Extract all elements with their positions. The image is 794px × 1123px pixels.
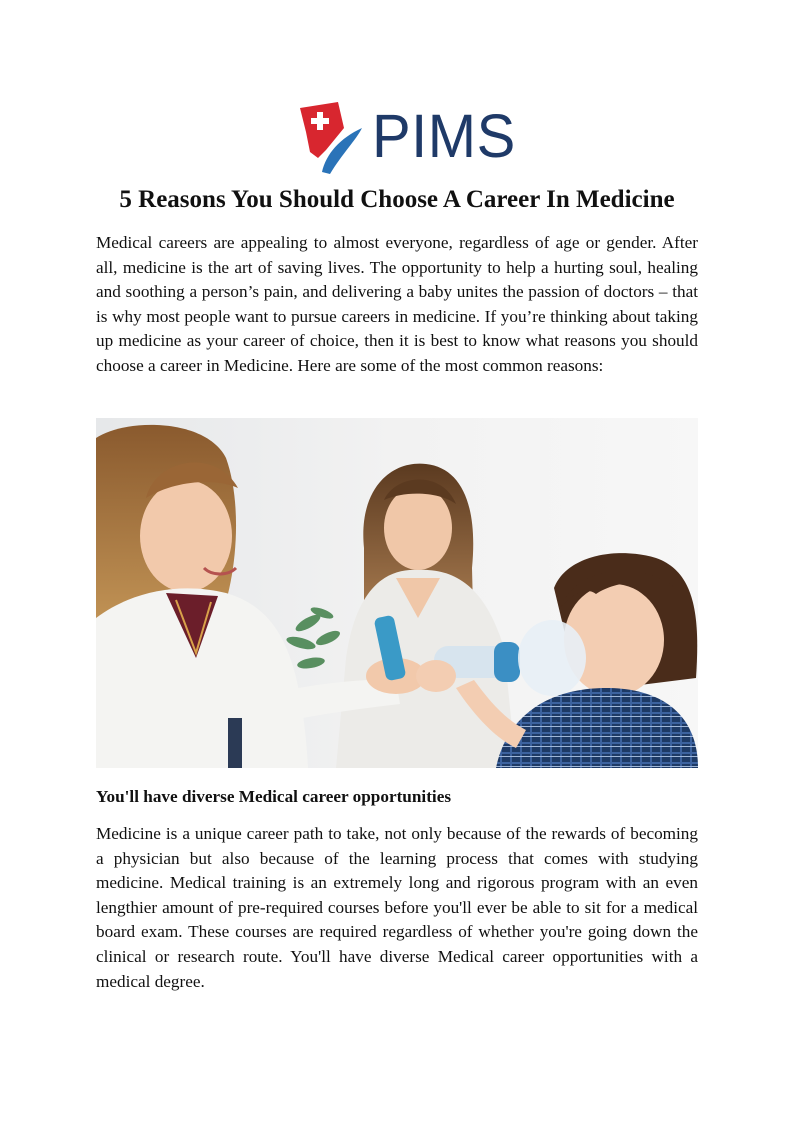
section-paragraph: Medicine is a unique career path to take, not only because of the rewards of becoming a physician but also because of the learning process that comes with studying medicine. Medical training is an extremely long and rigorous program with an even lengthier amount of pre-required courses before you'll ever be able to sit for a medical board exam. These courses are required regardless of whether you're going down the clinical or research route. You'll have diverse Medical career opportunities with a medical degree. bbox=[96, 824, 698, 991]
logo-wordmark: PIMS bbox=[372, 102, 516, 171]
intro-paragraph: Medical careers are appealing to almost everyone, regardless of age or gender. After all, medicine is the art of saving lives. The opportunity to help a hurting soul, healing and soothing a person’s pain, and delivering a baby unites the passion of doctors – that is why most people want to pursue careers in medicine. If you’re thinking about taking up medicine as your career of choice, then it is best to know what reasons you should choose a career in Medicine. Here are some of the most common reasons: bbox=[96, 233, 698, 375]
medical-cross-logo-icon bbox=[296, 98, 366, 176]
doctor-child-inhaler-photo bbox=[96, 418, 698, 768]
article-title: 5 Reasons You Should Choose A Career In Medicine bbox=[119, 186, 675, 213]
section-heading: You'll have diverse Medical career opportunities bbox=[96, 787, 452, 806]
pims-logo bbox=[296, 96, 516, 178]
